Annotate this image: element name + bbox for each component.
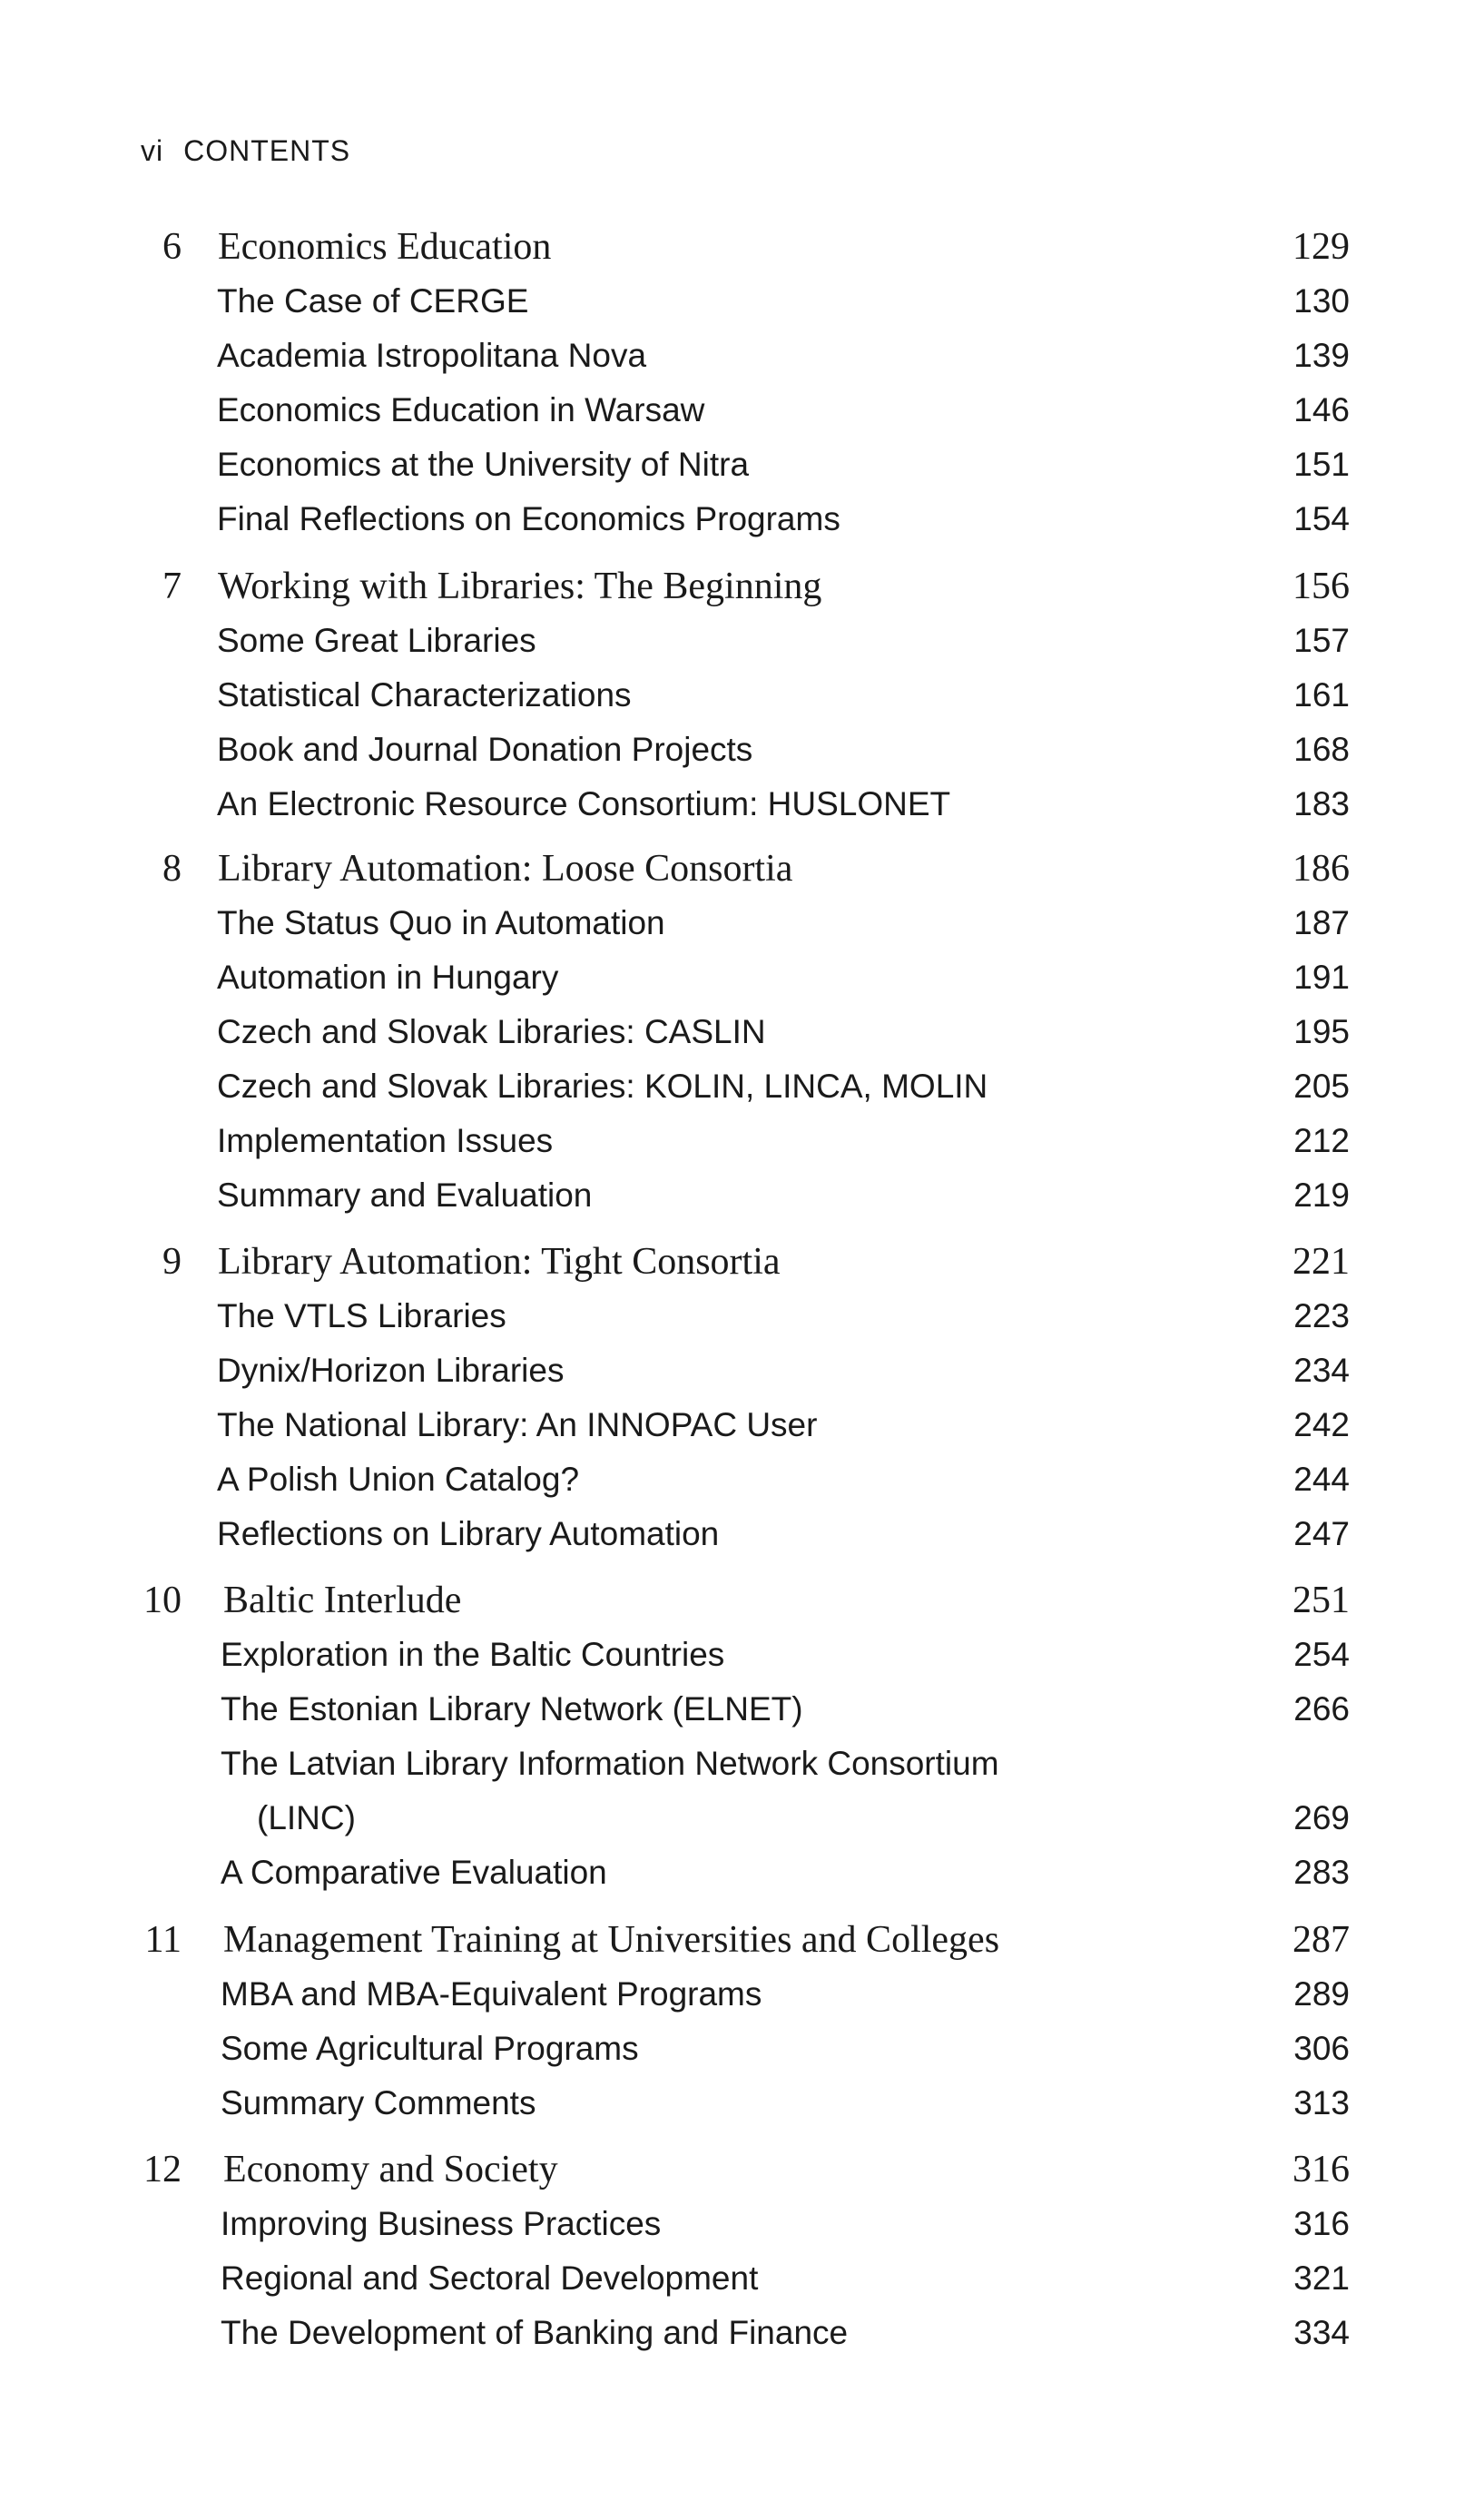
section-title (221, 2197, 661, 2251)
chapter-title: Economy and Society (223, 2149, 558, 2190)
section-title-text: Economics Education in Warsaw (217, 391, 705, 428)
section-title-text: Academia Istropolitana Nova (217, 337, 647, 374)
chapter-title: Baltic Interlude (223, 1580, 462, 1621)
section-title (221, 1737, 999, 1846)
section-entry[interactable] (0, 2022, 1484, 2076)
section-title (217, 950, 558, 1005)
section-title (217, 492, 840, 546)
section-entry[interactable] (0, 1289, 1484, 1344)
section-page-number: 195 (1293, 1013, 1350, 1050)
section-title-text: The VTLS Libraries (217, 1297, 506, 1334)
section-title-continuation: (LINC) (257, 1799, 356, 1836)
section-title-text: MBA and MBA-Equivalent Programs (221, 1975, 762, 2013)
section-page-number: 289 (1293, 1975, 1350, 2013)
section-title (217, 1344, 564, 1398)
section-page-number: 269 (1293, 1799, 1350, 1836)
section-page-number: 244 (1293, 1461, 1350, 1498)
section-entry[interactable] (0, 950, 1484, 1005)
section-page-number: 151 (1293, 446, 1350, 483)
section-title (221, 1967, 762, 2022)
chapter-title: Management Training at Universities and Colleges (223, 1919, 1000, 1961)
section-entry[interactable] (0, 2251, 1484, 2306)
section-title-text: The Latvian Library Information Network Consortium (221, 1745, 999, 1782)
section-entry[interactable] (0, 383, 1484, 438)
section-page-number: 254 (1293, 1636, 1350, 1673)
section-title-text: Exploration in the Baltic Countries (221, 1636, 725, 1673)
section-page-number: 212 (1293, 1122, 1350, 1159)
section-title-text: Summary Comments (221, 2084, 536, 2121)
chapter-number: 8 (162, 848, 182, 890)
section-entry[interactable] (0, 723, 1484, 777)
section-title (217, 614, 536, 668)
section-entry[interactable] (0, 1344, 1484, 1398)
section-entry[interactable] (0, 614, 1484, 668)
section-title-text: Some Agricultural Programs (221, 2030, 639, 2067)
chapter-heading-row[interactable] (0, 1573, 1484, 1628)
section-entry[interactable] (0, 2076, 1484, 2131)
chapter-page-number: 221 (1292, 1241, 1350, 1283)
section-page-number: 183 (1293, 785, 1350, 822)
section-page-number: 219 (1293, 1176, 1350, 1214)
section-title (221, 2076, 536, 2131)
chapter-page-number: 287 (1292, 1919, 1350, 1961)
page-folio: vi (141, 134, 164, 167)
section-title (217, 1059, 988, 1114)
section-page-number: 283 (1293, 1854, 1350, 1891)
section-entry[interactable] (0, 1059, 1484, 1114)
section-title (217, 1507, 719, 1561)
section-entry[interactable] (0, 1682, 1484, 1737)
section-page-number: 223 (1293, 1297, 1350, 1334)
section-title (221, 2306, 848, 2360)
section-title (217, 329, 646, 383)
chapter-heading-row[interactable] (0, 559, 1484, 614)
section-entry[interactable] (0, 668, 1484, 723)
chapter-heading-row[interactable] (0, 220, 1484, 274)
chapter-page-number: 156 (1292, 566, 1350, 607)
section-title-text: Book and Journal Donation Projects (217, 731, 753, 768)
section-title-text: Czech and Slovak Libraries: CASLIN (217, 1013, 766, 1050)
chapter-number: 12 (143, 2149, 182, 2190)
section-page-number: 130 (1293, 282, 1350, 320)
section-title (217, 1398, 817, 1452)
section-page-number: 154 (1293, 500, 1350, 537)
section-title (217, 668, 632, 723)
chapter-number: 7 (162, 566, 182, 607)
section-title (221, 1628, 724, 1682)
chapter-number: 10 (143, 1580, 182, 1621)
section-title (217, 274, 528, 329)
section-title-text: An Electronic Resource Consortium: HUSLONET (217, 785, 951, 822)
section-title-text: Automation in Hungary (217, 959, 559, 996)
chapter-title: Library Automation: Tight Consortia (218, 1241, 781, 1283)
section-entry[interactable] (0, 1846, 1484, 1900)
running-head-title: CONTENTS (183, 134, 351, 167)
section-page-number: 247 (1293, 1515, 1350, 1552)
section-page-number: 316 (1293, 2205, 1350, 2242)
section-entry[interactable] (0, 1967, 1484, 2022)
section-page-number: 242 (1293, 1406, 1350, 1443)
section-title-text: Improving Business Practices (221, 2205, 662, 2242)
chapter-title: Working with Libraries: The Beginning (218, 566, 822, 607)
section-title (221, 2251, 758, 2306)
section-title (217, 1289, 506, 1344)
section-title (221, 1846, 607, 1900)
chapter-page-number: 129 (1292, 226, 1350, 268)
chapter-page-number: 251 (1292, 1580, 1350, 1621)
section-entry[interactable] (0, 438, 1484, 492)
chapter-heading-row[interactable] (0, 842, 1484, 896)
section-page-number: 306 (1293, 2030, 1350, 2067)
section-title-text: The Development of Banking and Finance (221, 2314, 849, 2351)
section-title (217, 1168, 592, 1223)
section-page-number: 157 (1293, 622, 1350, 659)
chapter-number: 9 (162, 1241, 182, 1283)
section-page-number: 234 (1293, 1352, 1350, 1389)
section-title (217, 1114, 553, 1168)
section-title (217, 1452, 579, 1507)
section-entry[interactable] (0, 1168, 1484, 1223)
section-entry[interactable] (0, 2197, 1484, 2251)
running-head (141, 134, 350, 168)
section-title-text: The National Library: An INNOPAC User (217, 1406, 818, 1443)
section-title-text: The Status Quo in Automation (217, 904, 665, 941)
chapter-title: Economics Education (218, 226, 552, 268)
section-title (217, 896, 665, 950)
chapter-number: 11 (144, 1919, 182, 1961)
section-title-text: Implementation Issues (217, 1122, 554, 1159)
section-entry[interactable] (0, 896, 1484, 950)
section-entry[interactable] (0, 492, 1484, 546)
section-title (217, 1005, 766, 1059)
chapter-number: 6 (162, 226, 182, 268)
section-title (217, 438, 749, 492)
section-page-number: 191 (1293, 959, 1350, 996)
chapter-title: Library Automation: Loose Consortia (218, 848, 793, 890)
section-entry[interactable] (0, 1398, 1484, 1452)
section-entry[interactable] (0, 1452, 1484, 1507)
section-title-text: Final Reflections on Economics Programs (217, 500, 840, 537)
section-title-text: Regional and Sectoral Development (221, 2259, 759, 2297)
section-page-number: 139 (1293, 337, 1350, 374)
section-entry[interactable] (0, 1507, 1484, 1561)
section-entry[interactable] (0, 274, 1484, 329)
section-title-text: Summary and Evaluation (217, 1176, 593, 1214)
section-entry[interactable] (0, 1628, 1484, 1682)
section-title-text: The Case of CERGE (217, 282, 529, 320)
section-page-number: 168 (1293, 731, 1350, 768)
section-title (217, 723, 752, 777)
chapter-page-number: 316 (1292, 2149, 1350, 2190)
section-title-text: Czech and Slovak Libraries: KOLIN, LINCA, MOLIN (217, 1068, 988, 1105)
section-title-text: Reflections on Library Automation (217, 1515, 720, 1552)
section-title-text: A Polish Union Catalog? (217, 1461, 580, 1498)
section-title-text: A Comparative Evaluation (221, 1854, 607, 1891)
section-page-number: 205 (1293, 1068, 1350, 1105)
section-page-number: 313 (1293, 2084, 1350, 2121)
section-page-number: 266 (1293, 1690, 1350, 1728)
chapter-heading-row[interactable] (0, 1235, 1484, 1289)
chapter-heading-row[interactable] (0, 2142, 1484, 2197)
section-entry[interactable] (0, 1737, 1484, 1846)
section-page-number: 146 (1293, 391, 1350, 428)
chapter-page-number: 186 (1292, 848, 1350, 890)
section-title-text: Some Great Libraries (217, 622, 536, 659)
section-title-text: Economics at the University of Nitra (217, 446, 750, 483)
section-title (217, 383, 704, 438)
section-page-number: 187 (1293, 904, 1350, 941)
section-title-text: The Estonian Library Network (ELNET) (221, 1690, 803, 1728)
section-entry[interactable] (0, 1005, 1484, 1059)
section-page-number: 334 (1293, 2314, 1350, 2351)
section-page-number: 161 (1293, 676, 1350, 714)
section-entry[interactable] (0, 329, 1484, 383)
section-title (221, 2022, 639, 2076)
chapter-heading-row[interactable] (0, 1913, 1484, 1967)
section-entry[interactable] (0, 1114, 1484, 1168)
section-title-text: Dynix/Horizon Libraries (217, 1352, 565, 1389)
section-entry[interactable] (0, 2306, 1484, 2360)
section-page-number: 321 (1293, 2259, 1350, 2297)
section-title-text: Statistical Characterizations (217, 676, 632, 714)
section-title (221, 1682, 803, 1737)
section-title (217, 777, 950, 832)
section-entry[interactable] (0, 777, 1484, 832)
